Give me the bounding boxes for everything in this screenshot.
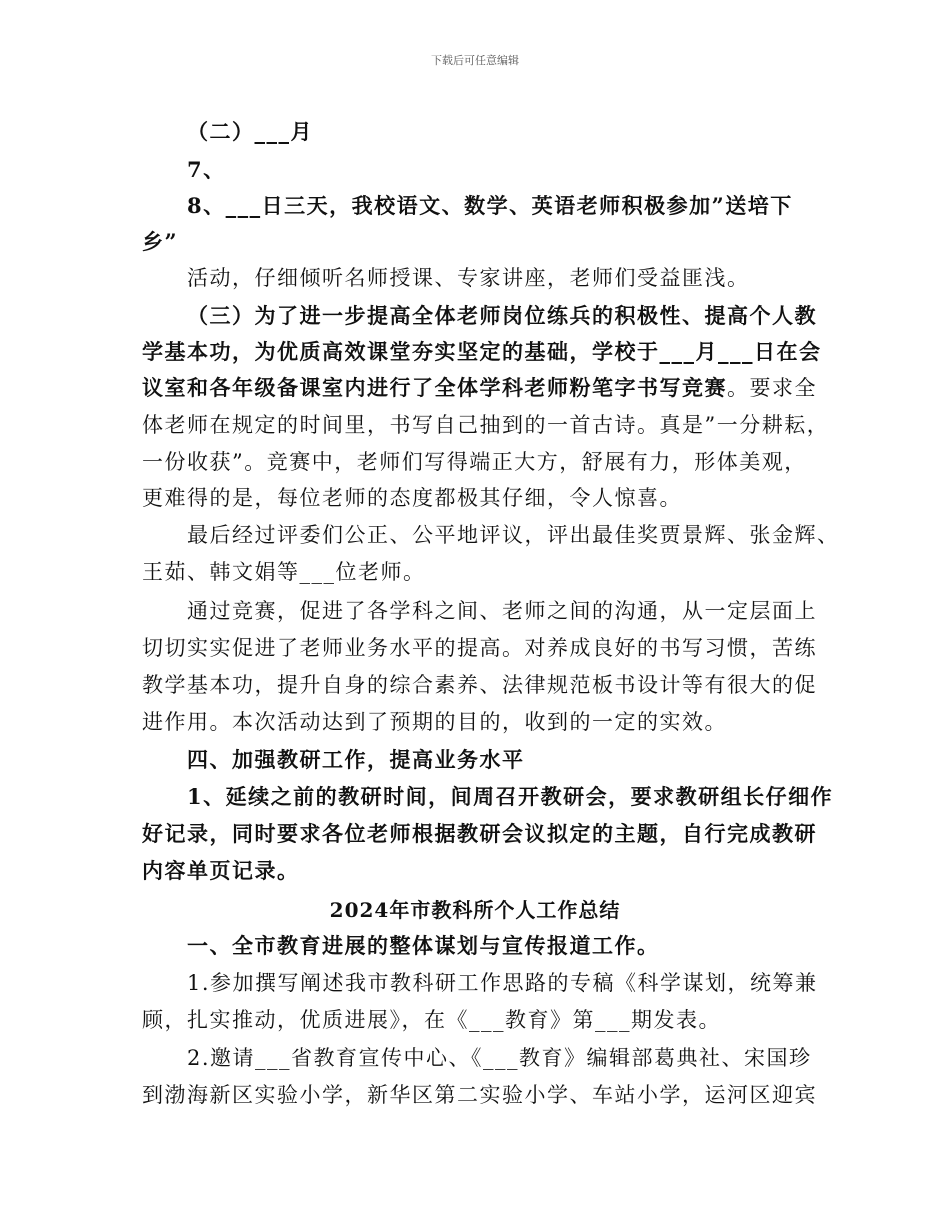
text-line: 好记录，同时要求各位老师根据教研会议拟定的主题，自行完成教研 (142, 821, 817, 846)
text-line: 四、加强教研工作，提高业务水平 (187, 747, 525, 772)
text-line: 7、 (187, 157, 226, 182)
text-line (142, 372, 817, 402)
text-line: 最后经过评委们公正、公平地评议，评出最佳奖贾景辉、张金辉、 (187, 523, 840, 547)
text-line: 到渤海新区实验小学，新华区第二实验小学、车站小学，运河区迎宾 (142, 1083, 817, 1107)
text-line: 体老师在规定的时间里，书写自己抽到的一首古诗。真是”一分耕耘， (142, 413, 830, 437)
text-line: 乡” (142, 229, 179, 254)
text-line: 1、延续之前的教研时间，间周召开教研会，要求教研组长仔细作 (187, 784, 834, 809)
normal-segment: 。要求全 (727, 376, 817, 400)
text-line: 一、全市教育进展的整体谋划与宣传报道工作。 (187, 933, 660, 958)
text-line: 教学基本功，提升自身的综合素养、法律规范板书设计等有很大的促 (142, 673, 817, 697)
text-line: 通过竞赛，促进了各学科之间、老师之间的沟通，从一定层面上 (187, 599, 817, 623)
text-line: 内容单页记录。 (142, 858, 300, 883)
text-line: 顾，扎实推动，优质进展》，在《___教育》第___期发表。 (142, 1008, 721, 1032)
text-line: 一份收获”。竞赛中，老师们写得端正大方，舒展有力，形体美观， (142, 450, 807, 474)
bold-segment: 议室和各年级备课室内进行了全体学科老师粉笔字书写竞赛 (142, 375, 727, 400)
text-line: （三）为了进一步提高全体老师岗位练兵的积极性、提高个人教 (187, 303, 817, 328)
text-line: 8、___日三天，我校语文、数学、英语老师积极参加”送培下 (187, 193, 793, 218)
section-title: 2024年市教科所个人工作总结 (329, 898, 621, 922)
text-line: （二）___月 (187, 119, 313, 144)
text-line: 2.邀请___省教育宣传中心、《___教育》编辑部葛典社、宋国珍 (187, 1046, 812, 1070)
text-line: 切切实实促进了老师业务水平的提高。对养成良好的书写习惯，苦练 (142, 636, 817, 660)
text-line: 1.参加撰写阐述我市教科研工作思路的专稿《科学谋划，统筹兼 (187, 971, 818, 995)
page-header: 下载后可任意编辑 (431, 54, 519, 67)
text-line: 更难得的是，每位老师的态度都极其仔细，令人惊喜。 (142, 486, 682, 510)
text-line: 活动，仔细倾听名师授课、专家讲座，老师们受益匪浅。 (187, 266, 750, 290)
text-line: 进作用。本次活动达到了预期的目的，收到的一定的实效。 (142, 710, 727, 734)
text-line: 王茹、韩文娟等___位老师。 (142, 560, 426, 584)
text-line: 学基本功，为优质高效课堂夯实坚定的基础，学校于___月___日在会 (142, 339, 822, 364)
